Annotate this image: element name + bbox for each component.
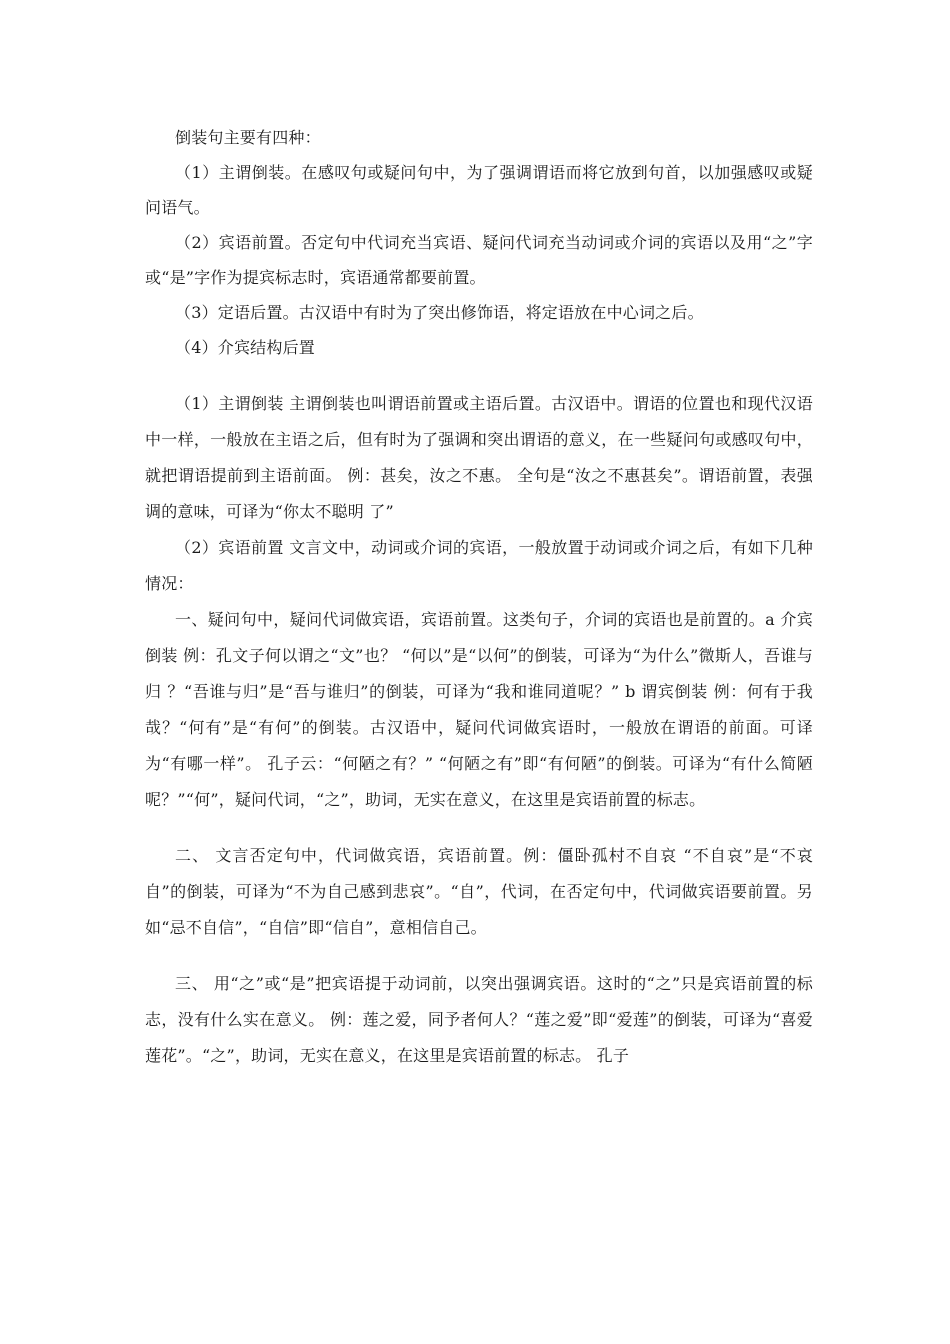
document-body xyxy=(145,120,813,1074)
section-spacer xyxy=(145,946,813,966)
negative-sentence-paragraph: 二、 文言否定句中，代词做宾语，宾语前置。例：僵卧孤村不自哀 “不自哀”是“不哀自”的倒装，可译为“不为自己感到悲哀”。“自”，代词，在否定句中，代词做宾语要前置。另如“忌不自信”，“自信”即“信自”，意相信自己。 xyxy=(145,846,813,937)
type-4-paragraph: （4）介宾结构后置 xyxy=(175,338,315,357)
type-3-paragraph: （3）定语后置。古汉语中有时为了突出修饰语，将定语放在中心词之后。 xyxy=(175,303,704,322)
type-2-paragraph: （2）宾语前置。否定句中代词充当宾语、疑问代词充当动词或介词的宾语以及用“之”字或“是”字作为提宾标志时，宾语通常都要前置。 xyxy=(145,233,813,287)
object-preposing-paragraph: （2）宾语前置 文言文中，动词或介词的宾语，一般放置于动词或介词之后，有如下几种情况： xyxy=(145,538,813,593)
interrogative-object-paragraph: 一、疑问句中，疑问代词做宾语，宾语前置。这类句子，介词的宾语也是前置的。a 介宾倒装 例：孔文子何以谓之“文”也？ “何以”是“以何”的倒装，可译为“为什么”微斯人，吾谁与归 ？“吾谁与归”是“吾与谁归”的倒装，可译为“我和谁同道呢？” b 谓宾倒装 例：何有于我哉？“何有”是“有何”的倒装。古汉语中，疑问代词做宾语时，一般放在谓语的前面。可译为“有哪一样”。 孔子云：“何陋之有？” “何陋之有”即“有何陋”的倒装。可译为“有什么简陋呢？”“何”，疑问代词，“之”，助词，无实在意义，在这里是宾语前置的标志。 xyxy=(145,610,813,809)
section-spacer xyxy=(145,818,813,838)
zhi-shi-marker-paragraph: 三、 用“之”或“是”把宾语提于动词前，以突出强调宾语。这时的“之”只是宾语前置的标志，没有什么实在意义。 例：莲之爱，同予者何人？“莲之爱”即“爱莲”的倒装，可译为“喜爱莲花”。“之”，助词，无实在意义，在这里是宾语前置的标志。 孔子 xyxy=(145,974,813,1065)
subject-predicate-inversion-paragraph: （1）主谓倒装 主谓倒装也叫谓语前置或主语后置。古汉语中。谓语的位置也和现代汉语中一样，一般放在主语之后，但有时为了强调和突出谓语的意义，在一些疑问句或感叹句中，就把谓语提前到主语前面。 例：甚矣，汝之不惠。 全句是“汝之不惠甚矣”。谓语前置，表强调的意味，可译为“你太不聪明 了” xyxy=(145,394,813,521)
intro-heading: 倒装句主要有四种： xyxy=(175,128,321,147)
type-1-paragraph: （1）主谓倒装。在感叹句或疑问句中，为了强调谓语而将它放到句首，以加强感叹或疑问语气。 xyxy=(145,163,813,217)
section-spacer xyxy=(145,365,813,386)
